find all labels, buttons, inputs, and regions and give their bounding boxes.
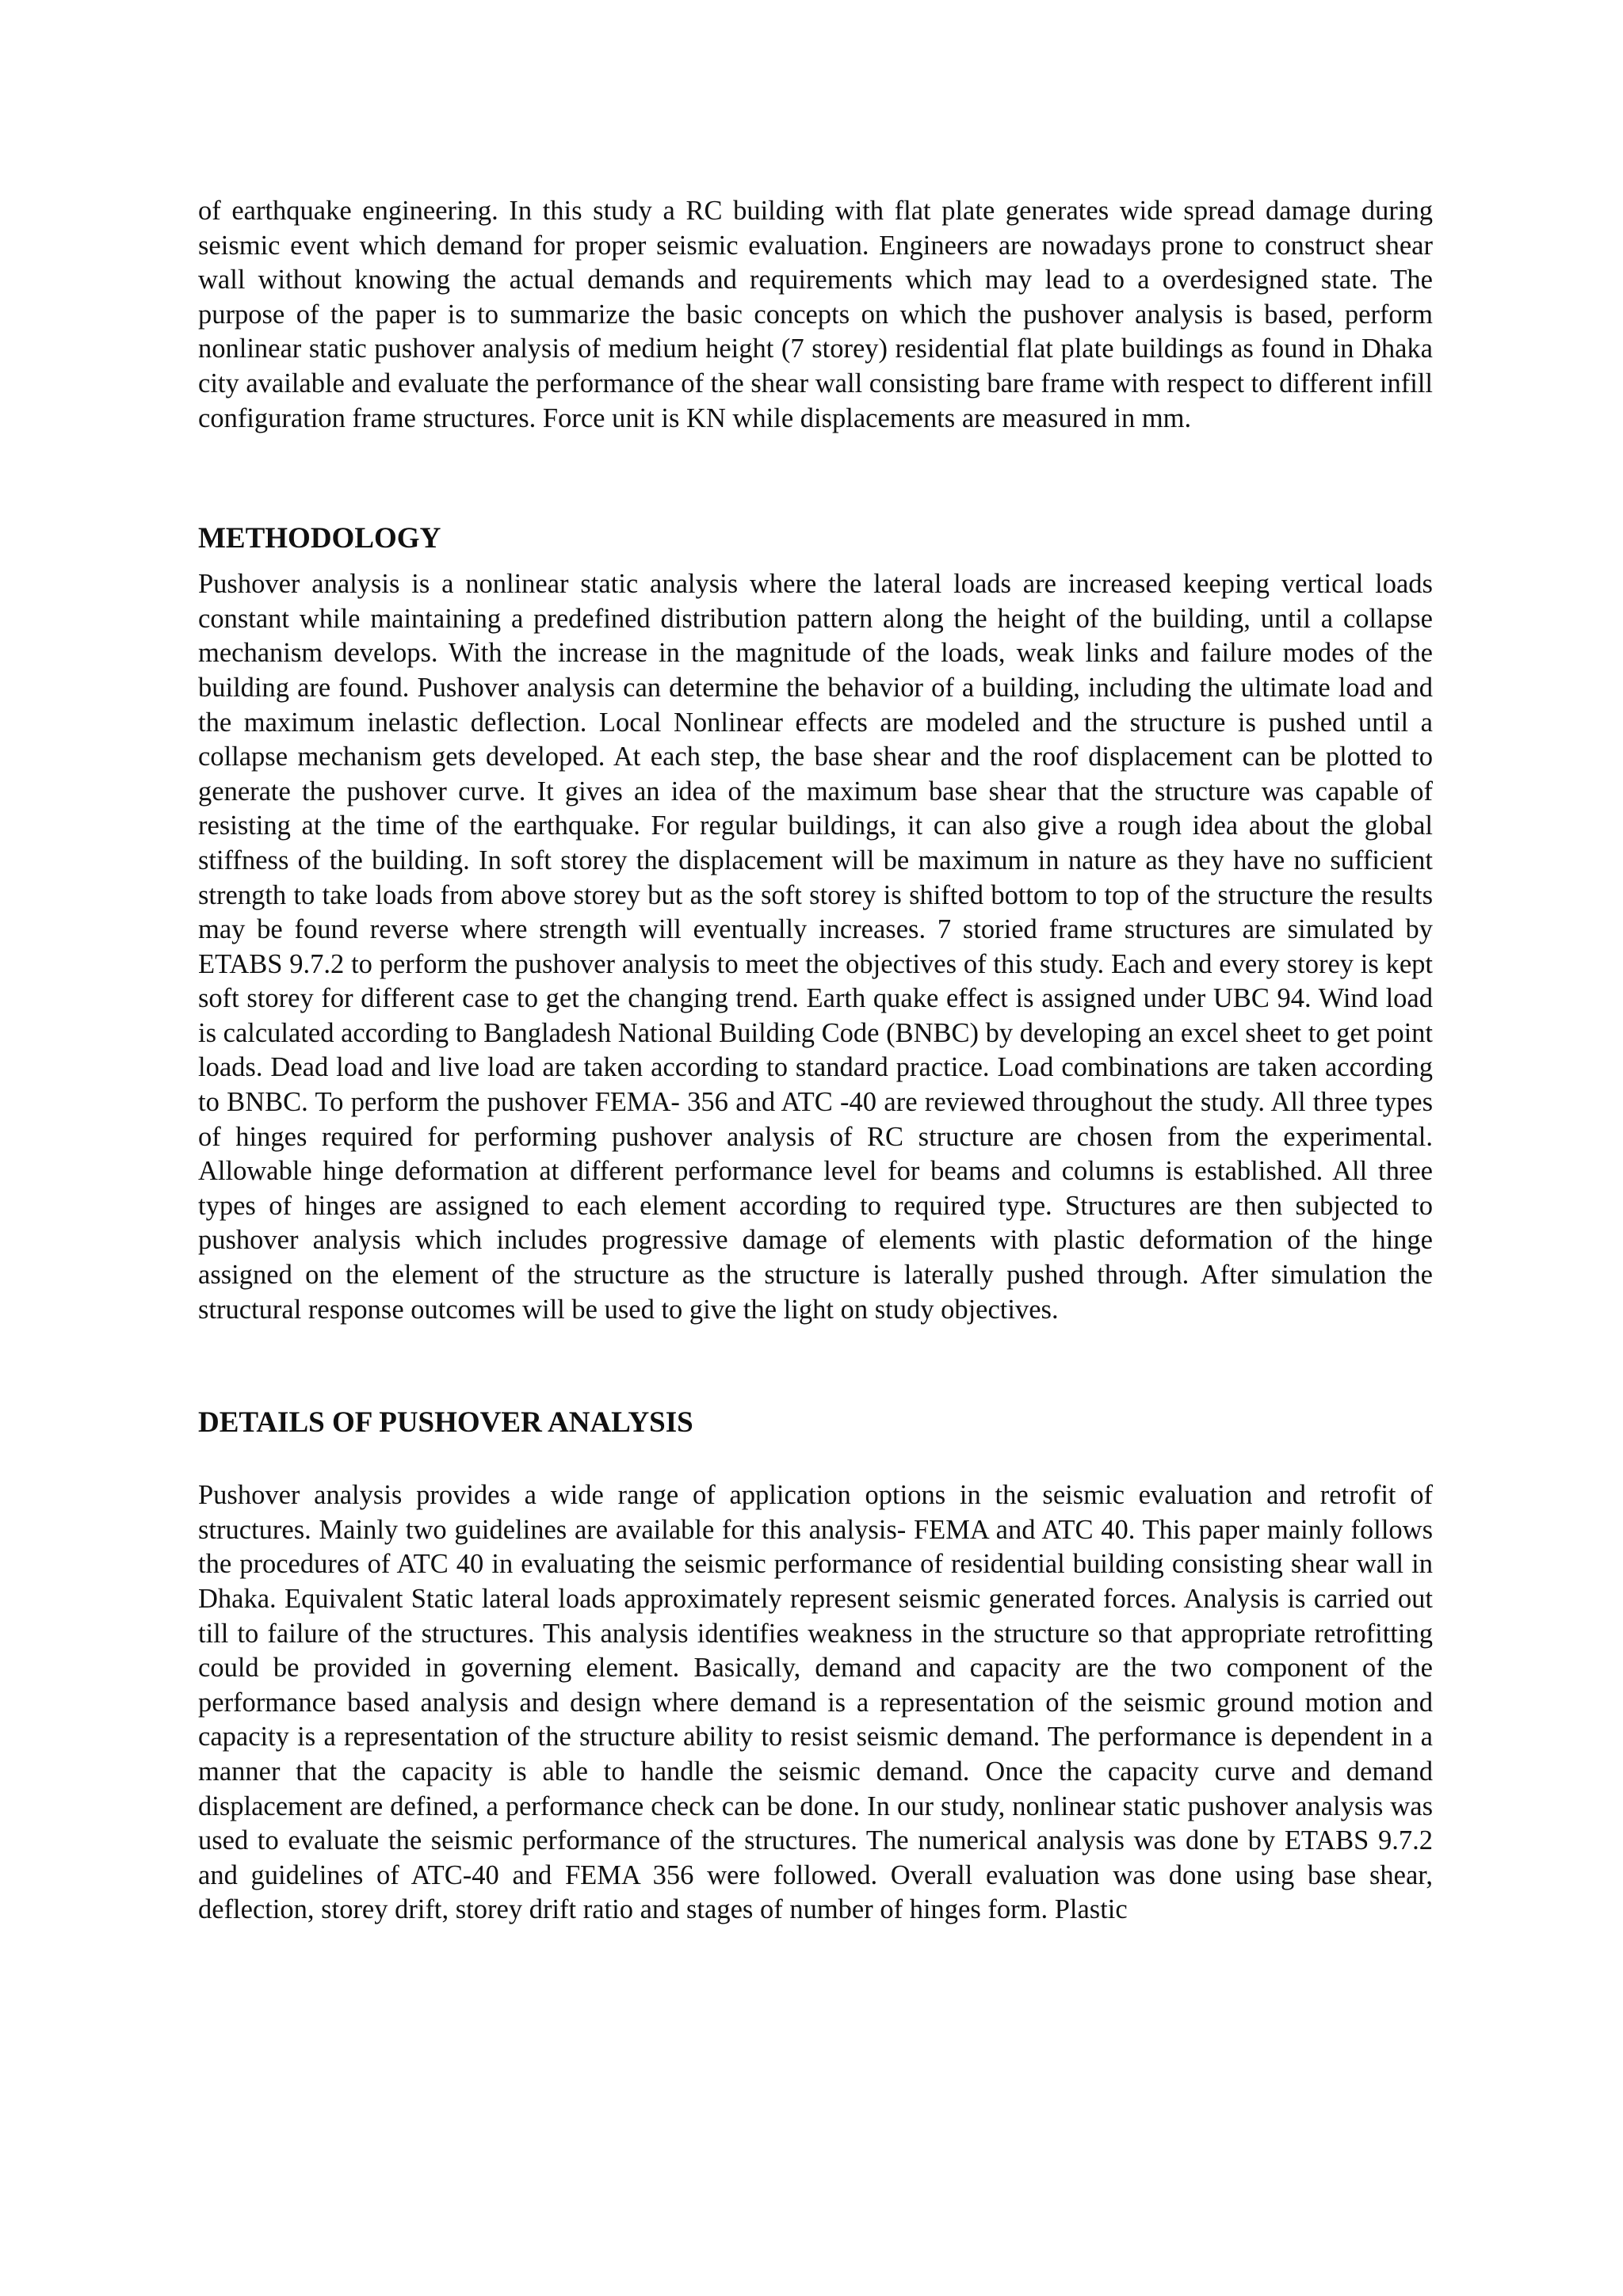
details-paragraph: Pushover analysis provides a wide range of application options in the seismic evaluation and retrofit of structures. Mainly two guidelines are available for this analysis- FEMA and ATC 40. This paper mainly follows the procedures of ATC 40 in evaluating the seismic performance of residential building consisting shear wall in Dhaka. Equivalent Static lateral loads approximately represent seismic generated forces. Analysis is carried out till to failure of the structures. This analysis identifies weakness in the structure so that appropriate retrofitting could be provided in governing element. Basically, demand and capacity are the two component of the performance based analysis and design where demand is a representation of the seismic ground motion and capacity is a representation of the structure ability to resist seismic demand. The performance is dependent in a manner that the capacity is able to handle the seismic demand. Once the capacity curve and demand displacement are defined, a performance check can be done. In our study, nonlinear static pushover analysis was used to evaluate the seismic performance of the structures. The numerical analysis was done by ETABS 9.7.2 and guidelines of ATC-40 and FEMA 356 were followed. Overall evaluation was done using base shear, deflection, storey drift, storey drift ratio and stages of number of hinges form. Plastic bbox=[198, 1480, 1433, 1925]
document-page bbox=[198, 194, 1433, 1928]
intro-paragraph: of earthquake engineering. In this study a RC building with flat plate generates wide spread damage during seismic event which demand for proper seismic evaluation. Engineers are nowadays prone to construct shear wall without knowing the actual demands and requirements which may lead to a overdesigned state. The purpose of the paper is to summarize the basic concepts on which the pushover analysis is based, perform nonlinear static pushover analysis of medium height (7 storey) residential flat plate buildings as found in Dhaka city available and evaluate the performance of the shear wall consisting bare frame with respect to different infill configuration frame structures. Force unit is KN while displacements are measured in mm. bbox=[198, 196, 1433, 433]
methodology-heading: METHODOLOGY bbox=[198, 522, 441, 555]
details-heading: DETAILS OF PUSHOVER ANALYSIS bbox=[198, 1406, 693, 1440]
methodology-paragraph: Pushover analysis is a nonlinear static analysis where the lateral loads are increased keeping vertical loads constant while maintaining a predefined distribution pattern along the height of the building, until a collapse mechanism develops. With the increase in the magnitude of the loads, weak links and failure modes of the building are found. Pushover analysis can determine the behavior of a building, including the ultimate load and the maximum inelastic deflection. Local Nonlinear effects are modeled and the structure is pushed until a collapse mechanism gets developed. At each step, the base shear and the roof displacement can be plotted to generate the pushover curve. It gives an idea of the maximum base shear that the structure was capable of resisting at the time of the earthquake. For regular buildings, it can also give a rough idea about the global stiffness of the building. In soft storey the displacement will be maximum in nature as they have no sufficient strength to take loads from above storey but as the soft storey is shifted bottom to top of the structure the results may be found reverse where strength will eventually increases. 7 storied frame structures are simulated by ETABS 9.7.2 to perform the pushover analysis to meet the objectives of this study. Each and every storey is kept soft storey for different case to get the changing trend. Earth quake effect is assigned under UBC 94. Wind load is calculated according to Bangladesh National Building Code (BNBC) by developing an excel sheet to get point loads. Dead load and live load are taken according to standard practice. Load combinations are taken according to BNBC. To perform the pushover FEMA- 356 and ATC -40 are reviewed throughout the study. All three types of hinges required for performing pushover analysis of RC structure are chosen from the experimental. Allowable hinge deformation at different performance level for beams and columns is established. All three types of hinges are assigned to each element according to required type. Structures are then subjected to pushover analysis which includes progressive damage of elements with plastic deformation of the hinge assigned on the element of the structure as the structure is laterally pushed through. After simulation the structural response outcomes will be used to give the light on study objectives. bbox=[198, 569, 1433, 1325]
